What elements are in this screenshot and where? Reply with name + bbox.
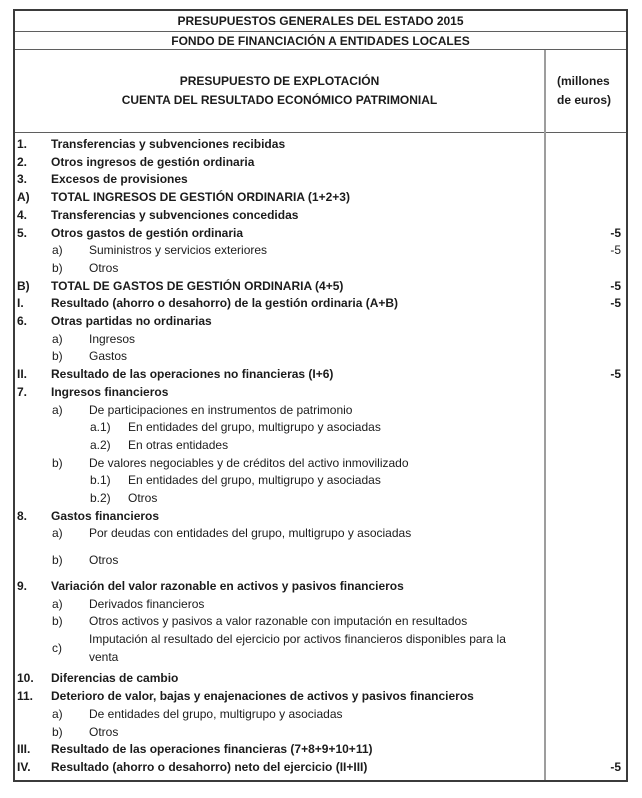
row-label: Resultado de las operaciones no financieras (I+6) [51,367,334,382]
table-row [15,525,626,552]
row-number: 3. [17,172,28,187]
row-label: Gastos financieros [51,508,160,523]
row-content-cell [15,402,544,420]
row-content-cell [15,552,544,570]
row-label: Otros [128,491,158,506]
table-row [15,670,626,688]
table-row [15,706,626,724]
row-number: b) [52,553,63,568]
row-value [544,455,626,473]
row-label: En otras entidades [128,437,229,452]
row-value [544,578,626,596]
table-row [15,331,626,349]
row-label: TOTAL INGRESOS DE GESTIÓN ORDINARIA (1+2+3) [51,190,350,205]
row-label: Suministros y servicios exteriores [89,243,268,258]
row-label: Gastos [89,349,128,364]
table-row [15,384,626,402]
row-number: 8. [17,508,28,523]
row-label: De valores negociables y de créditos del activo inmovilizado [89,455,409,470]
row-content-cell [15,596,544,614]
row-value [544,741,626,759]
row-label: Resultado (ahorro o desahorro) de la gestión ordinaria (A+B) [51,296,399,311]
row-number: b) [52,349,63,364]
row-value [544,670,626,688]
row-label: Por deudas con entidades del grupo, multigrupo y asociadas [89,526,412,541]
row-label: De participaciones en instrumentos de patrimonio [89,402,353,417]
row-content-cell [15,631,544,666]
table-row [15,552,626,578]
row-label: Resultado (ahorro o desahorro) neto del ejercicio (II+III) [51,759,368,774]
row-label: Otros [89,553,119,568]
row-number: b.2) [90,491,111,506]
row-value [544,508,626,526]
row-value [544,490,626,508]
row-number: a) [52,243,63,258]
row-number: a) [52,402,63,417]
row-label: Transferencias y subvenciones concedidas [51,207,299,222]
row-label: Ingresos [89,331,136,346]
table-row [15,242,626,260]
row-content-cell [15,508,544,526]
row-value [544,189,626,207]
row-value [544,472,626,490]
row-value [544,419,626,437]
row-content-cell [15,348,544,366]
table-row [15,402,626,420]
row-number: 1. [17,137,28,151]
table-subtitle-row [15,32,626,50]
row-value [544,525,626,543]
row-value [544,437,626,455]
row-content-cell [15,278,544,296]
table-row [15,278,626,296]
row-label: Otros gastos de gestión ordinaria [51,225,244,240]
row-value [544,171,626,189]
row-content-cell [15,136,544,154]
units-line-1: (millones [557,74,610,88]
row-content-cell [15,384,544,402]
header-line-1: PRESUPUESTO DE EXPLOTACIÓN [179,74,380,88]
row-content-cell [15,242,544,260]
row-content-cell [15,759,544,777]
table-row [15,419,626,437]
row-value: -5 [610,759,621,774]
row-number: 10. [17,671,34,686]
table-row [15,313,626,331]
table-row [15,724,626,742]
row-number: c) [52,640,62,655]
row-content-cell [15,154,544,172]
row-value [544,706,626,724]
row-value: -5 [610,243,621,258]
row-content-cell [15,295,544,313]
row-content-cell [15,578,544,596]
row-number: 9. [17,578,28,593]
row-label: Otros activos y pasivos a valor razonable con imputación en resultados [89,614,468,629]
row-content-cell [15,525,544,543]
row-number: 6. [17,314,28,329]
row-content-cell [15,688,544,706]
row-content-cell [15,171,544,189]
table-row [15,189,626,207]
row-value [544,552,626,570]
table-row [15,154,626,172]
row-number: a) [52,331,63,346]
row-number: 7. [17,384,28,399]
header-description-cell [15,50,544,132]
row-label: Otros [89,260,119,275]
row-number: b) [52,260,63,275]
row-value [544,688,626,706]
row-number: b) [52,614,63,629]
row-number: b) [52,724,63,739]
row-label: TOTAL DE GASTOS DE GESTIÓN ORDINARIA (4+5) [51,278,344,293]
table-row [15,613,626,631]
row-value [544,331,626,349]
row-value [544,613,626,631]
row-number: I. [17,296,24,311]
row-content-cell [15,313,544,331]
row-content-cell [15,613,544,631]
row-number: 2. [17,154,28,169]
row-content-cell [15,366,544,384]
table-title: PRESUPUESTOS GENERALES DEL ESTADO 2015 [177,14,464,28]
row-value [544,207,626,225]
row-number: B) [17,278,30,293]
row-content-cell [15,455,544,473]
units-line-2: de euros) [557,93,612,107]
column-divider [544,50,546,780]
table-row [15,596,626,614]
table-title-row [15,11,626,32]
header-units-cell [544,50,626,132]
row-value [544,724,626,742]
row-content-cell [15,490,544,508]
row-number: b.1) [90,473,111,488]
table-row [15,225,626,243]
row-label: Derivados financieros [89,596,205,611]
table-row [15,631,626,670]
row-content-cell [15,670,544,688]
header-line-2: CUENTA DEL RESULTADO ECONÓMICO PATRIMONIAL [121,93,438,107]
table-row [15,741,626,759]
row-label: Imputación al resultado del ejercicio por activos financieros disponibles para la venta [89,631,506,664]
row-number: a.1) [90,420,111,435]
row-value [544,402,626,420]
row-label: En entidades del grupo, multigrupo y asociadas [128,473,381,488]
row-value: -5 [610,367,621,382]
row-label: Excesos de provisiones [51,172,188,187]
table-row [15,688,626,706]
row-content-cell [15,706,544,724]
row-label: De entidades del grupo, multigrupo y asociadas [89,706,343,721]
row-label: Transferencias y subvenciones recibidas [51,137,286,151]
row-number: 5. [17,225,28,240]
table-row [15,578,626,596]
row-content-cell [15,437,544,455]
budget-table [13,9,628,782]
row-content-cell [15,260,544,278]
table-body [15,133,626,780]
row-value [544,154,626,172]
row-value [544,348,626,366]
row-label: Ingresos financieros [51,384,169,399]
row-number: 11. [17,689,34,704]
row-number: IV. [17,759,31,774]
table-row [15,472,626,490]
row-number: III. [17,742,31,757]
table-row [15,508,626,526]
row-value [544,384,626,402]
row-value [544,631,626,666]
row-label: Diferencias de cambio [51,671,179,686]
row-content-cell [15,472,544,490]
row-content-cell [15,207,544,225]
table-row [15,490,626,508]
row-content-cell [15,189,544,207]
row-value: -5 [610,225,621,240]
row-value: -5 [610,296,621,311]
table-row [15,171,626,189]
table-header-row [15,50,626,133]
table-row [15,437,626,455]
row-content-cell [15,724,544,742]
row-label: Deterioro de valor, bajas y enajenaciones de activos y pasivos financieros [51,689,474,704]
row-number: 4. [17,207,28,222]
row-label: En entidades del grupo, multigrupo y asociadas [128,420,381,435]
row-content-cell [15,225,544,243]
row-value [544,136,626,154]
row-number: II. [17,367,28,382]
table-subtitle: FONDO DE FINANCIACIÓN A ENTIDADES LOCALES [171,33,470,48]
row-value [544,596,626,614]
row-label: Otras partidas no ordinarias [51,314,212,329]
table-row [15,207,626,225]
row-number: a.2) [90,437,111,452]
table-row [15,295,626,313]
row-label: Otros [89,724,119,739]
row-value: -5 [610,278,621,293]
row-number: A) [17,190,30,205]
row-content-cell [15,741,544,759]
row-label: Resultado de las operaciones financieras (7+8+9+10+11) [51,742,373,757]
table-row [15,260,626,278]
row-number: a) [52,706,63,721]
row-number: a) [52,596,63,611]
row-number: b) [52,455,63,470]
row-label: Otros ingresos de gestión ordinaria [51,154,255,169]
table-row [15,455,626,473]
row-number: a) [52,526,63,541]
table-row [15,366,626,384]
table-row [15,348,626,366]
row-content-cell [15,331,544,349]
row-value [544,260,626,278]
row-value [544,313,626,331]
table-row [15,759,626,777]
row-content-cell [15,419,544,437]
row-label: Variación del valor razonable en activos y pasivos financieros [51,578,404,593]
table-row [15,136,626,154]
